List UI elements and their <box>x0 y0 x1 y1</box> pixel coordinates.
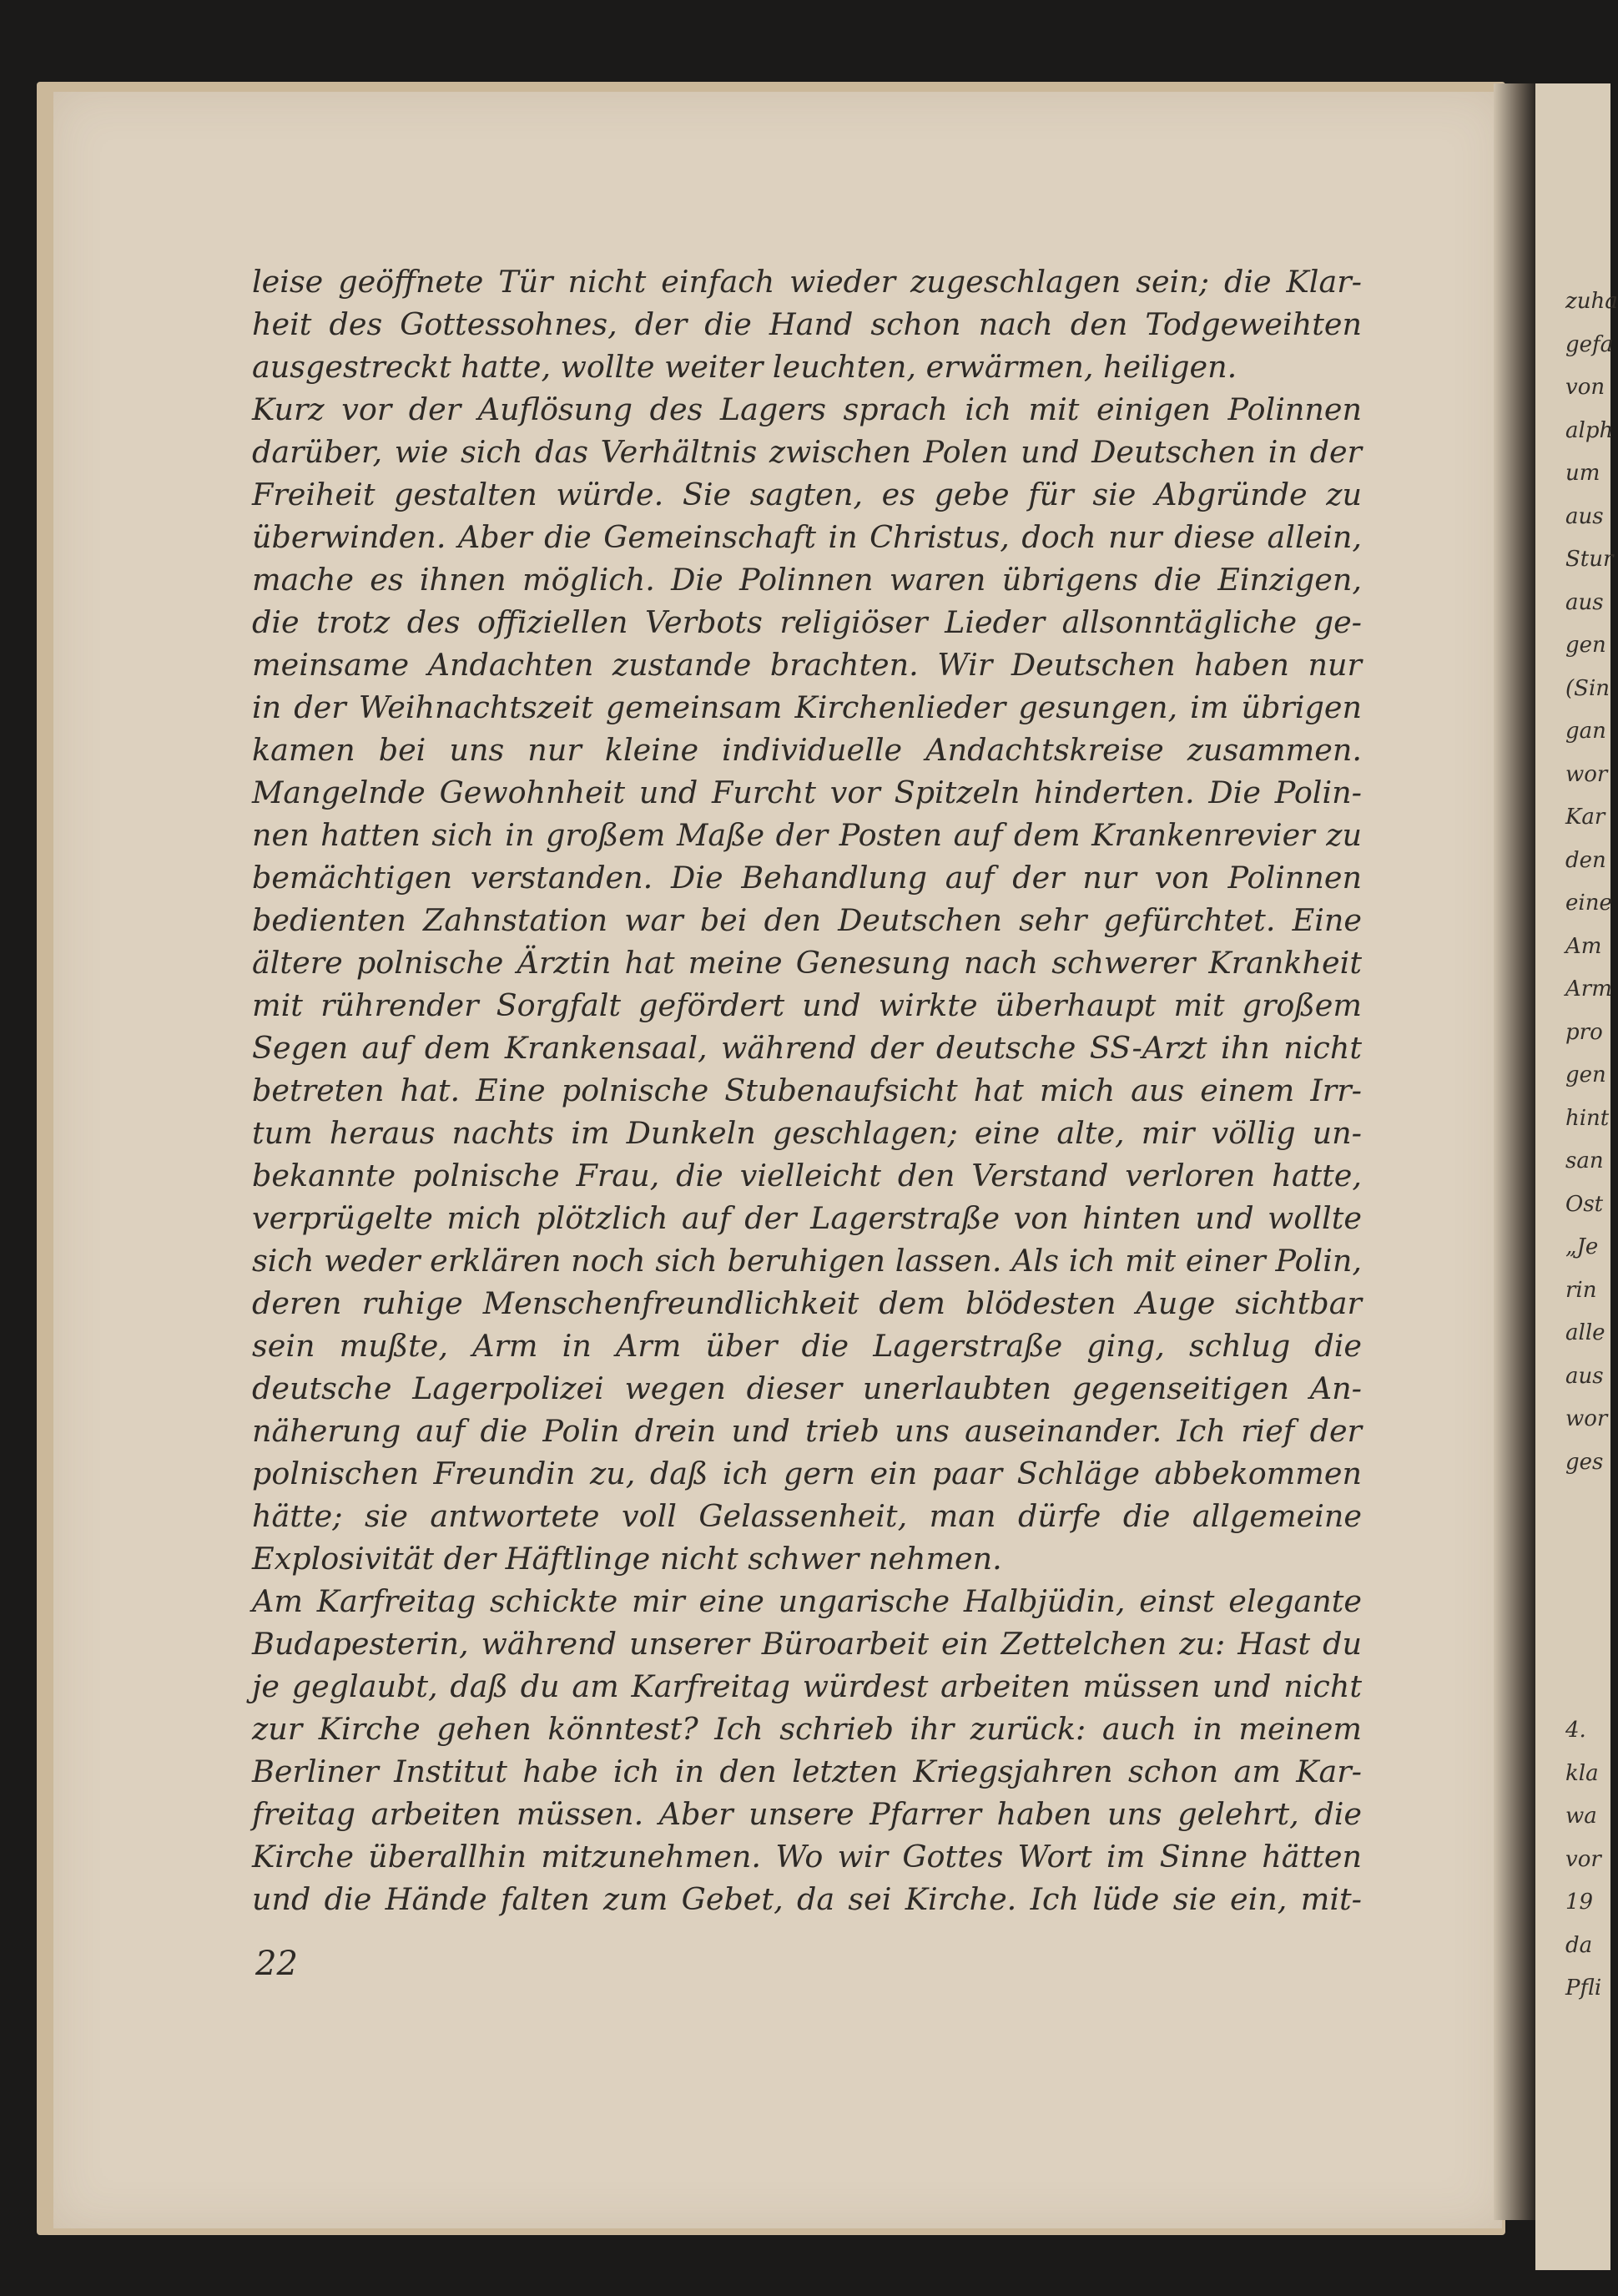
facing-page-fragment: aus <box>1565 589 1604 615</box>
facing-page-fragment: san <box>1565 1148 1604 1173</box>
text-line: betreten hat. Eine polnische Stubenaufsicht hat mich aus einem Irr- <box>252 1072 1362 1108</box>
text-line: ausgestreckt hatte, wollte weiter leuchten, erwärmen, heiligen. <box>252 349 1237 385</box>
facing-page-fragment: da <box>1565 1932 1593 1958</box>
facing-page-fragment: 19 <box>1565 1890 1594 1915</box>
book-gutter <box>1494 83 1535 2220</box>
text-line: die trotz des offiziellen Verbots religiöser Lieder allsonntägliche ge- <box>252 604 1362 640</box>
text-line: Segen auf dem Krankensaal, während der deutsche SS-Arzt ihn nicht <box>252 1030 1362 1066</box>
facing-page-fragment: aus <box>1565 503 1604 529</box>
text-line: hätte; sie antwortete voll Gelassenheit, man dürfe die allgemeine <box>252 1498 1362 1534</box>
page-number: 22 <box>255 1945 298 1983</box>
facing-page-fragment: pro <box>1565 1019 1603 1045</box>
facing-page-fragment: aus <box>1565 1363 1604 1389</box>
body-text <box>252 260 1362 1920</box>
text-line: mit rührender Sorgfalt gefördert und wirkte überhaupt mit großem <box>252 987 1362 1023</box>
text-line: Mangelnde Gewohnheit und Furcht vor Spitzeln hinderten. Die Polin- <box>252 775 1362 810</box>
facing-page-fragment: alph <box>1565 417 1614 443</box>
facing-page-fragment: ges <box>1565 1449 1604 1475</box>
text-line: bemächtigen verstanden. Die Behandlung auf der nur von Polinnen <box>252 860 1362 896</box>
text-line: mache es ihnen möglich. Die Polinnen waren übrigens die Einzigen, <box>252 562 1362 598</box>
facing-page-fragment: eine <box>1565 891 1612 916</box>
text-line: in der Weihnachtszeit gemeinsam Kirchenlieder gesungen, im übrigen <box>252 689 1362 725</box>
facing-page-fragment: von <box>1565 375 1605 400</box>
text-line: darüber, wie sich das Verhältnis zwischen Polen und Deutschen in der <box>252 434 1362 470</box>
facing-page-fragment: „Je <box>1565 1234 1599 1259</box>
facing-page-fragment: gan <box>1565 719 1606 744</box>
facing-page-fragment: 4. <box>1565 1718 1586 1743</box>
facing-page-fragment: alle <box>1565 1320 1605 1345</box>
text-line: und die Hände falten zum Gebet, da sei Kirche. Ich lüde sie ein, mit- <box>252 1881 1362 1917</box>
facing-page-fragment: Ost <box>1565 1191 1604 1217</box>
facing-page-fragment: hint <box>1565 1105 1610 1131</box>
facing-page-fragment: Am <box>1565 933 1602 959</box>
facing-page-fragment: Arm <box>1565 976 1612 1002</box>
text-line: Kirche überallhin mitzunehmen. Wo wir Gottes Wort im Sinne hätten <box>252 1839 1362 1875</box>
facing-page-fragment: Pfli <box>1565 1976 1602 2001</box>
text-line: Budapesterin, während unserer Büroarbeit ein Zettelchen zu: Hast du <box>252 1626 1362 1662</box>
facing-page-fragment: den <box>1565 847 1606 873</box>
facing-page-fragment: gen <box>1565 633 1606 658</box>
text-line: sein mußte, Arm in Arm über die Lagerstraße ging, schlug die <box>252 1328 1362 1364</box>
text-line: Freiheit gestalten würde. Sie sagten, es gebe für sie Abgründe zu <box>252 477 1362 512</box>
facing-page-fragment: gen <box>1565 1062 1606 1087</box>
text-line: sich weder erklären noch sich beruhigen lassen. Als ich mit einer Polin, <box>252 1243 1362 1279</box>
text-line: Berliner Institut habe ich in den letzten Kriegsjahren schon am Kar- <box>252 1754 1362 1789</box>
facing-page-fragment: rin <box>1565 1277 1597 1303</box>
text-line: kamen bei uns nur kleine individuelle Andachtskreise zusammen. <box>252 732 1362 768</box>
text-line: zur Kirche gehen könntest? Ich schrieb ihr zurück: auch in meinem <box>252 1711 1362 1747</box>
text-line: überwinden. Aber die Gemeinschaft in Christus, doch nur diese allein, <box>252 519 1362 555</box>
facing-page-fragments <box>1565 280 1618 2011</box>
text-line: heit des Gottessohnes, der die Hand schon nach den Todgeweihten <box>252 306 1362 342</box>
text-line: nen hatten sich in großem Maße der Posten auf dem Krankenrevier zu <box>252 817 1362 853</box>
text-line: näherung auf die Polin drein und trieb uns auseinander. Ich rief der <box>252 1413 1362 1449</box>
facing-page-fragment: vor <box>1565 1846 1601 1872</box>
facing-page-fragment: zuha <box>1565 289 1618 314</box>
facing-page-fragment: gefa <box>1565 331 1614 357</box>
text-line: verprügelte mich plötzlich auf der Lagerstraße von hinten und wollte <box>252 1200 1362 1236</box>
text-line: bekannte polnische Frau, die vielleicht den Verstand verloren hatte, <box>252 1158 1362 1193</box>
text-line: Explosivität der Häftlinge nicht schwer nehmen. <box>252 1541 1002 1577</box>
text-line: ältere polnische Ärztin hat meine Genesung nach schwerer Krankheit <box>252 945 1362 981</box>
text-line: freitag arbeiten müssen. Aber unsere Pfarrer haben uns gelehrt, die <box>252 1796 1362 1832</box>
text-line: polnischen Freundin zu, daß ich gern ein paar Schläge abbekommen <box>252 1456 1362 1491</box>
text-line: tum heraus nachts im Dunkeln geschlagen; eine alte, mir völlig un- <box>252 1115 1362 1151</box>
facing-page-fragment: wa <box>1565 1804 1597 1829</box>
facing-page-fragment: kla <box>1565 1760 1599 1786</box>
facing-page-fragment: wor <box>1565 761 1608 787</box>
text-line: leise geöffnete Tür nicht einfach wieder zugeschlagen sein; die Klar- <box>252 264 1362 300</box>
text-line: Am Karfreitag schickte mir eine ungarische Halbjüdin, einst elegante <box>252 1583 1362 1619</box>
text-line: Kurz vor der Auflösung des Lagers sprach ich mit einigen Polinnen <box>252 391 1362 427</box>
text-line: bedienten Zahnstation war bei den Deutschen sehr gefürchtet. Eine <box>252 902 1362 938</box>
facing-page-fragment: Stur <box>1565 547 1614 572</box>
facing-page-fragment: um <box>1565 461 1600 486</box>
text-line: meinsame Andachten zustande brachten. Wir Deutschen haben nur <box>252 647 1362 683</box>
facing-page-fragment: (Sin <box>1565 675 1610 701</box>
facing-page-fragment: Kar <box>1565 805 1605 830</box>
facing-page-fragment: wor <box>1565 1406 1608 1431</box>
text-line: deren ruhige Menschenfreundlichkeit dem blödesten Auge sichtbar <box>252 1285 1362 1321</box>
text-line: je geglaubt, daß du am Karfreitag würdest arbeiten müssen und nicht <box>252 1668 1362 1704</box>
text-line: deutsche Lagerpolizei wegen dieser unerlaubten gegenseitigen An- <box>252 1370 1362 1406</box>
